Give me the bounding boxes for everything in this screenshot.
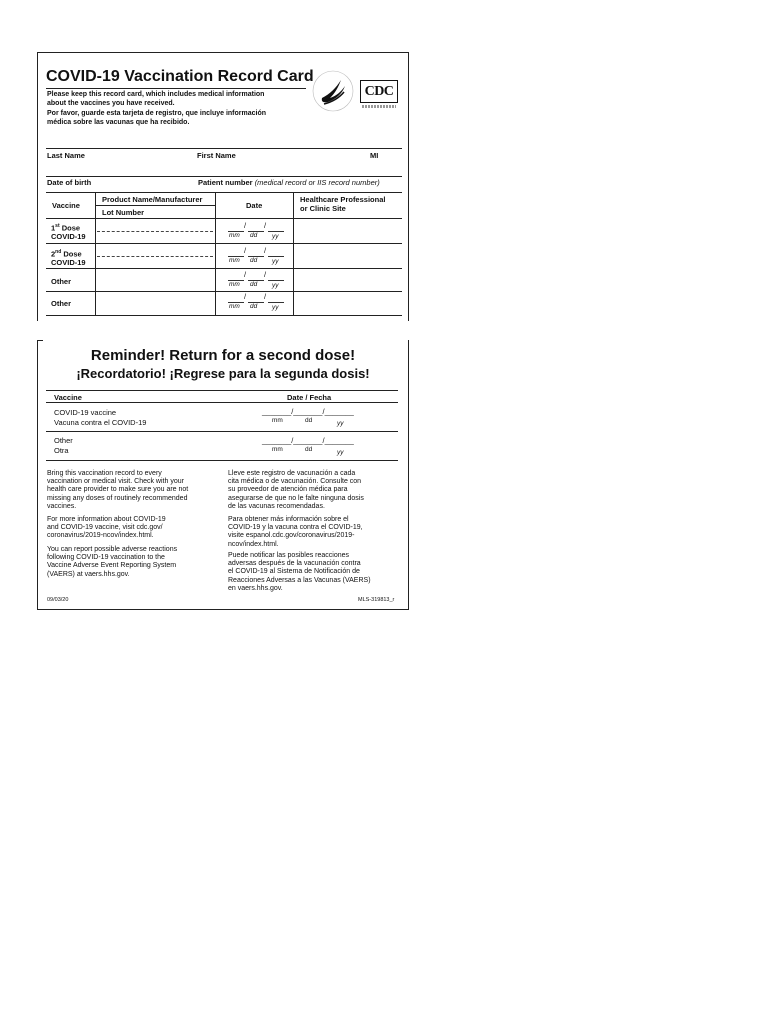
reminder-row1-line1: COVID-19 vaccine	[54, 408, 117, 417]
info-en-report-reactions: You can report possible adverse reactions following COVID-19 vaccination to the Vaccine Adverse Event Reporting System (VAERS) at vaers.hhs.gov.	[47, 546, 178, 578]
row2-covid-label: COVID-19	[51, 258, 86, 267]
col-product-header: Product Name/Manufacturer	[102, 195, 203, 204]
card-title: COVID-19 Vaccination Record Card	[46, 68, 314, 85]
patient-number-label: Patient number	[198, 178, 253, 187]
info-es-bring-record: Lleve este registro de vacunación a cada cita médica o de vacunación. Consulte con su proveedor de atención médica para asegurarse de que no le falte ninguna dosis de las vacunas recomendadas.	[228, 470, 364, 510]
first-name-label: First Name	[197, 151, 236, 160]
row2-dose-label: 2nd Dose	[51, 249, 82, 259]
reminder-table-top	[46, 390, 398, 391]
row1-dose-label: 1st Dose	[51, 223, 81, 233]
footer-code: MLS-319813_r	[358, 597, 395, 603]
reminder-header-bottom	[46, 402, 398, 403]
intro-es-line1: Por favor, guarde esta tarjeta de registro, que incluye información	[47, 110, 267, 117]
col-date-header: Date	[246, 201, 263, 210]
row4-label: Other	[51, 299, 72, 308]
col-divider-3	[293, 192, 294, 315]
row1-product-lot-separator	[97, 231, 213, 232]
reminder-row2-line2: Otra	[54, 446, 69, 455]
intro-es-line2: médica sobre las vacunas que ha recibido.	[47, 119, 190, 126]
col-hcp-header-2: or Clinic Site	[300, 204, 346, 213]
reminder-col-vaccine: Vaccine	[54, 393, 82, 402]
info-en-more-info: For more information about COVID-19 and COVID-19 vaccine, visit cdc.gov/ coronavirus/2019-ncov/index.html.	[47, 516, 166, 540]
info-es-report-reactions: Puede notificar las posibles reacciones adversas después de la vacunación contra el COVID-19 al Sistema de Notificación de Reacciones Adversas a las Vacunas (VAERS) en vaers.hhs.gov.	[228, 552, 371, 592]
cdc-logo	[360, 80, 398, 103]
reminder-title-en: Reminder! Return for a second dose!	[90, 347, 356, 364]
row3-bottom	[46, 291, 402, 292]
cdc-logo-caption	[362, 105, 396, 108]
info-en-bring-record: Bring this vaccination record to every vaccination or medical visit. Check with your health care provider to make sure you are not missing any doses of routinely recommended vaccines.	[47, 470, 189, 510]
row2-product-lot-separator	[97, 256, 213, 257]
mi-label: MI	[370, 151, 379, 160]
product-lot-divider	[95, 205, 215, 206]
title-underline	[46, 88, 306, 89]
dob-label: Date of birth	[47, 178, 92, 187]
name-bottom-line	[46, 176, 402, 177]
col-vaccine-header: Vaccine	[52, 201, 80, 210]
intro-en-line2: about the vaccines you have received.	[47, 100, 175, 107]
col-lot-header: Lot Number	[102, 208, 145, 217]
last-name-label: Last Name	[47, 151, 85, 160]
patient-number-note: (medical record or IIS record number)	[254, 178, 380, 187]
row1-bottom	[46, 243, 402, 244]
row1-covid-label: COVID-19	[51, 232, 86, 241]
footer-date: 09/03/20	[47, 597, 69, 603]
table-top-line	[46, 192, 402, 193]
info-es-more-info: Para obtener más información sobre el COVID-19 y la vacuna contra el COVID-19, visite espanol.cdc.gov/coronavirus/2019- ncov/index.html.	[228, 516, 363, 548]
reminder-row1-bottom	[46, 431, 398, 432]
patient-number-field	[198, 178, 380, 187]
col-divider-1	[95, 192, 96, 315]
col-hcp-header-1: Healthcare Professional	[300, 195, 386, 204]
reminder-col-date: Date / Fecha	[287, 393, 332, 402]
reminder-row1-line2: Vacuna contra el COVID-19	[54, 418, 147, 427]
intro-en-line1: Please keep this record card, which includes medical information	[47, 91, 265, 98]
table-header-bottom	[46, 218, 402, 219]
col-divider-2	[215, 192, 216, 315]
reminder-row2-line1: Other	[54, 436, 73, 445]
row2-bottom	[46, 268, 402, 269]
reminder-title-es: ¡Recordatorio! ¡Regrese para la segunda dosis!	[76, 366, 370, 381]
cdc-logo-text: CDC	[364, 83, 394, 99]
hhs-eagle-logo-icon	[308, 68, 358, 114]
reminder-row2-bottom	[46, 460, 398, 461]
row4-bottom	[46, 315, 402, 316]
row3-label: Other	[51, 277, 72, 286]
name-top-line	[46, 148, 402, 149]
